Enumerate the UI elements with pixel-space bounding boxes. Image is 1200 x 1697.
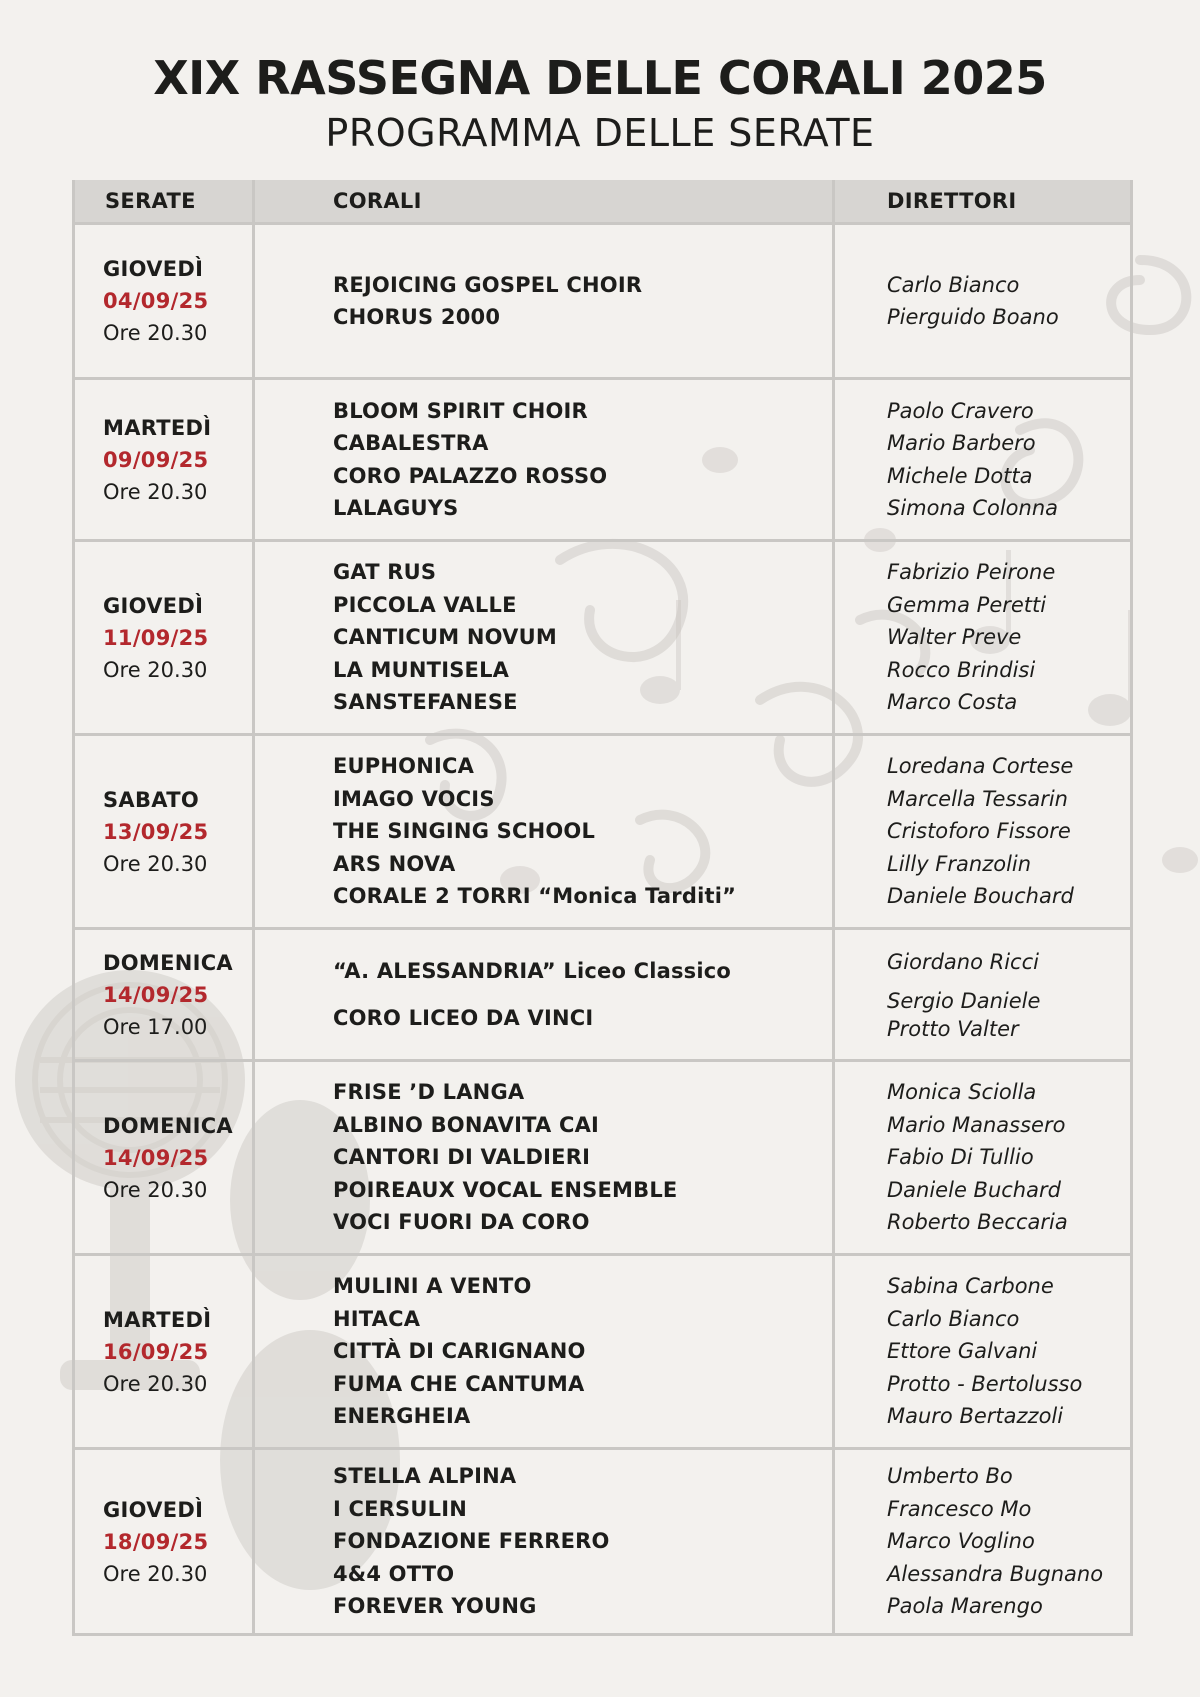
director-name: Fabio Di Tullio xyxy=(887,1145,1034,1170)
table-row xyxy=(74,379,1132,541)
evening-time: Ore 20.30 xyxy=(103,479,208,504)
director-name: Giordano Ricci xyxy=(887,950,1039,975)
directors-cell xyxy=(834,1061,1132,1255)
evening-day: MARTEDÌ xyxy=(103,1307,212,1332)
director-name: Rocco Brindisi xyxy=(887,657,1036,682)
choirs-cell xyxy=(254,929,834,1061)
director-name: Sabina Carbone xyxy=(887,1274,1054,1299)
evening-time: Ore 20.30 xyxy=(103,321,208,345)
director-name: Fabrizio Peirone xyxy=(887,560,1056,585)
evening-cell xyxy=(74,1449,254,1635)
choir-name: POIREAUX VOCAL ENSEMBLE xyxy=(333,1177,678,1202)
director-name: Monica Sciolla xyxy=(887,1080,1037,1105)
evening-time: Ore 17.00 xyxy=(103,1014,208,1039)
choir-name: SANSTEFANESE xyxy=(333,690,518,715)
director-name: Simona Colonna xyxy=(887,495,1059,520)
table-row xyxy=(74,224,1132,379)
column-header-direttori: DIRETTORI xyxy=(834,180,1132,224)
director-name: Francesco Mo xyxy=(887,1496,1032,1521)
choirs-cell xyxy=(254,224,834,379)
evening-day: GIOVEDÌ xyxy=(103,593,204,618)
choir-name: CORALE 2 TORRI “Monica Tarditi” xyxy=(333,884,737,909)
director-name: Loredana Cortese xyxy=(887,754,1074,779)
evening-cell xyxy=(74,1061,254,1255)
choirs-cell xyxy=(254,1449,834,1635)
choir-name: VOCI FUORI DA CORO xyxy=(333,1210,590,1235)
program-table xyxy=(72,180,1133,1636)
choir-name: THE SINGING SCHOOL xyxy=(333,819,596,844)
choir-name: ENERGHEIA xyxy=(333,1404,471,1429)
choirs-cell xyxy=(254,379,834,541)
table-row xyxy=(74,1255,1132,1449)
directors-cell xyxy=(834,1449,1132,1635)
choir-name: FOREVER YOUNG xyxy=(333,1594,537,1619)
evening-day: SABATO xyxy=(103,787,199,812)
choir-name: “A. ALESSANDRIA” Liceo Classico xyxy=(333,959,732,984)
evening-date: 09/09/25 xyxy=(103,447,209,472)
evening-date: 13/09/25 xyxy=(103,819,209,844)
director-name: Daniele Buchard xyxy=(887,1177,1061,1202)
evening-time: Ore 20.30 xyxy=(103,1371,208,1396)
evening-time: Ore 20.30 xyxy=(103,851,208,876)
director-name: Protto Valter xyxy=(887,1016,1019,1041)
choir-name: REJOICING GOSPEL CHOIR xyxy=(333,272,643,297)
table-row xyxy=(74,735,1132,929)
evening-date: 14/09/25 xyxy=(103,1145,209,1170)
director-name: Marcella Tessarin xyxy=(887,786,1068,811)
evening-time: Ore 20.30 xyxy=(103,657,208,682)
evening-cell xyxy=(74,929,254,1061)
choir-name: CITTÀ DI CARIGNANO xyxy=(333,1339,586,1364)
directors-cell xyxy=(834,929,1132,1061)
director-name: Carlo Bianco xyxy=(887,272,1020,297)
director-name: Michele Dotta xyxy=(887,463,1033,488)
evening-cell xyxy=(74,379,254,541)
choir-name: CHORUS 2000 xyxy=(333,305,501,329)
evening-time: Ore 20.30 xyxy=(103,1561,208,1586)
choir-name: CANTICUM NOVUM xyxy=(333,625,557,650)
director-name: Marco Voglino xyxy=(887,1529,1035,1554)
choir-name: MULINI A VENTO xyxy=(333,1274,532,1299)
director-name: Cristoforo Fissore xyxy=(887,819,1071,844)
evening-time: Ore 20.30 xyxy=(103,1177,208,1202)
table-row xyxy=(74,1061,1132,1255)
director-name: Mario Barbero xyxy=(887,431,1036,456)
evening-date: 04/09/25 xyxy=(103,289,209,313)
director-name: Lilly Franzolin xyxy=(887,851,1032,876)
director-name: Roberto Beccaria xyxy=(887,1210,1068,1235)
directors-cell xyxy=(834,1255,1132,1449)
evening-cell xyxy=(74,1255,254,1449)
page-subtitle: PROGRAMMA DELLE SERATE xyxy=(325,111,875,155)
choir-name: EUPHONICA xyxy=(333,754,475,779)
page-title: XIX RASSEGNA DELLE CORALI 2025 xyxy=(153,51,1047,105)
choir-name: CABALESTRA xyxy=(333,431,489,456)
table-row xyxy=(74,541,1132,735)
evening-day: DOMENICA xyxy=(103,1113,233,1138)
director-name: Ettore Galvani xyxy=(887,1339,1038,1364)
evening-cell xyxy=(74,735,254,929)
choirs-cell xyxy=(254,1255,834,1449)
choir-name: LALAGUYS xyxy=(333,495,459,520)
choir-name: GAT RUS xyxy=(333,560,437,585)
directors-cell xyxy=(834,379,1132,541)
director-name: Mauro Bertazzoli xyxy=(887,1404,1064,1429)
choir-name: CORO LICEO DA VINCI xyxy=(333,1005,594,1030)
evening-day: MARTEDÌ xyxy=(103,415,212,440)
choirs-cell xyxy=(254,1061,834,1255)
choir-name: 4&4 OTTO xyxy=(333,1561,455,1586)
director-name: Mario Manassero xyxy=(887,1112,1066,1137)
evening-cell xyxy=(74,224,254,379)
director-name: Pierguido Boano xyxy=(887,305,1059,329)
evening-cell xyxy=(74,541,254,735)
director-name: Marco Costa xyxy=(887,690,1018,715)
choir-name: STELLA ALPINA xyxy=(333,1464,517,1489)
evening-day: GIOVEDÌ xyxy=(103,257,204,281)
evening-day: GIOVEDÌ xyxy=(103,1497,204,1522)
choirs-cell xyxy=(254,541,834,735)
table-row xyxy=(74,1449,1132,1635)
choir-name: ALBINO BONAVITA CAI xyxy=(333,1112,600,1137)
column-header-corali: CORALI xyxy=(254,180,834,224)
director-name: Walter Preve xyxy=(887,625,1022,650)
choir-name: IMAGO VOCIS xyxy=(333,786,495,811)
choir-name: CORO PALAZZO ROSSO xyxy=(333,463,608,488)
directors-cell xyxy=(834,735,1132,929)
choir-name: FUMA CHE CANTUMA xyxy=(333,1371,585,1396)
director-name: Carlo Bianco xyxy=(887,1306,1020,1331)
director-name: Alessandra Bugnano xyxy=(887,1561,1104,1586)
director-name: Daniele Bouchard xyxy=(887,884,1074,909)
director-name: Sergio Daniele xyxy=(887,988,1041,1013)
director-name: Umberto Bo xyxy=(887,1464,1013,1489)
choir-name: PICCOLA VALLE xyxy=(333,592,517,617)
choir-name: FONDAZIONE FERRERO xyxy=(333,1529,610,1554)
directors-cell xyxy=(834,224,1132,379)
column-header-serate: SERATE xyxy=(74,180,254,224)
table-row xyxy=(74,929,1132,1061)
choir-name: CANTORI DI VALDIERI xyxy=(333,1145,591,1170)
choir-name: FRISE ’D LANGA xyxy=(333,1080,525,1105)
director-name: Paolo Cravero xyxy=(887,398,1034,423)
director-name: Gemma Peretti xyxy=(887,592,1047,617)
evening-day: DOMENICA xyxy=(103,950,233,975)
choir-name: LA MUNTISELA xyxy=(333,657,510,682)
evening-date: 14/09/25 xyxy=(103,982,209,1007)
evening-date: 11/09/25 xyxy=(103,625,209,650)
evening-date: 16/09/25 xyxy=(103,1339,209,1364)
director-name: Protto - Bertolusso xyxy=(887,1371,1083,1396)
table-header-row xyxy=(74,180,1132,224)
choir-name: ARS NOVA xyxy=(333,851,456,876)
choir-name: HITACA xyxy=(333,1306,421,1331)
choir-name: BLOOM SPIRIT CHOIR xyxy=(333,398,588,423)
director-name: Paola Marengo xyxy=(887,1594,1043,1619)
choir-name: I CERSULIN xyxy=(333,1496,467,1521)
choirs-cell xyxy=(254,735,834,929)
evening-date: 18/09/25 xyxy=(103,1529,209,1554)
directors-cell xyxy=(834,541,1132,735)
